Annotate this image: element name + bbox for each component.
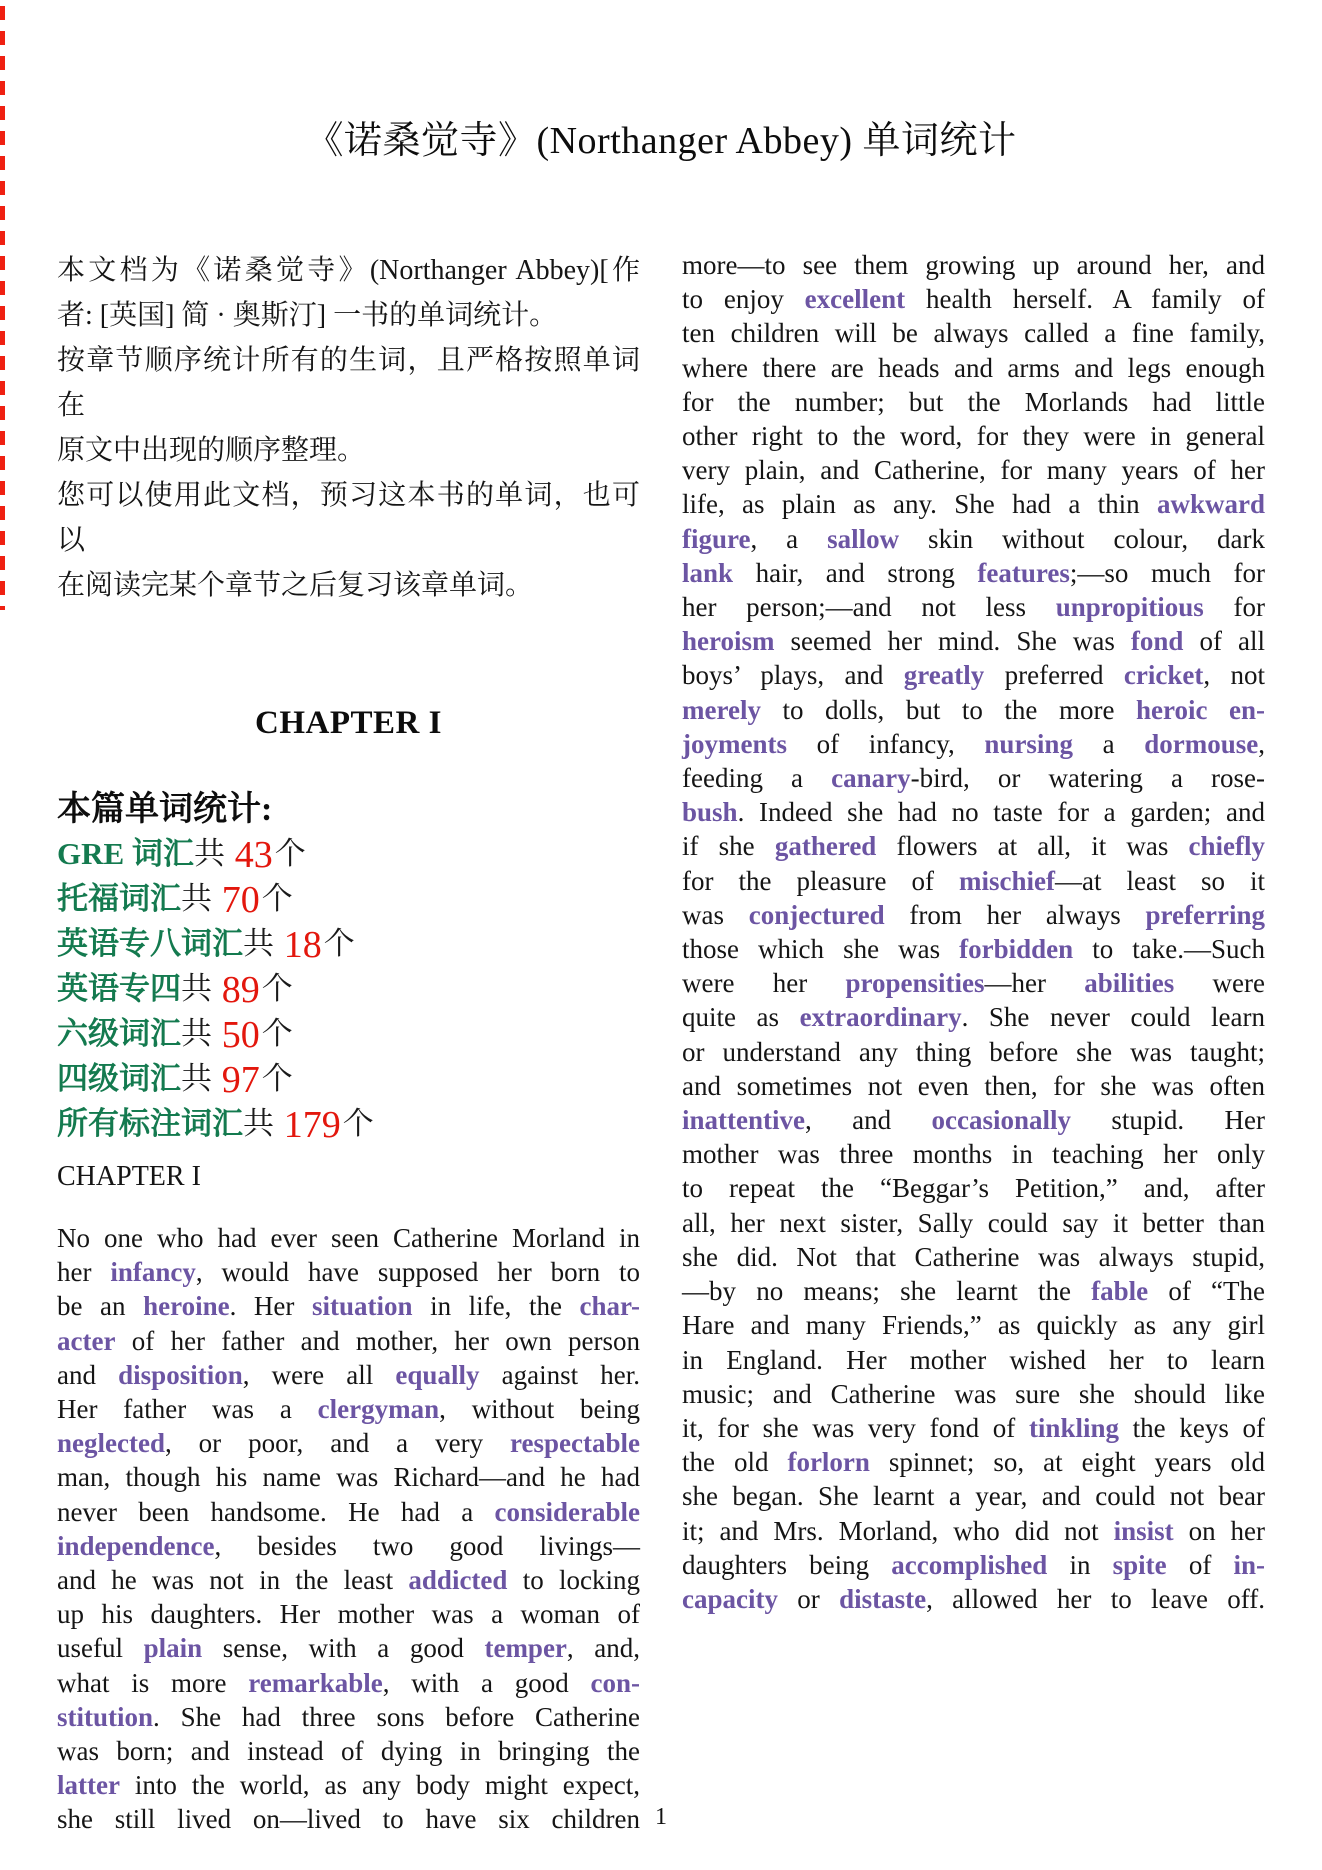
highlighted-word: cricket	[1123, 660, 1204, 691]
highlighted-word: joyments	[682, 728, 787, 759]
stat-mid-text: 共	[243, 926, 282, 961]
word-stat-row	[57, 1102, 640, 1147]
text-line: 本文档为《诺桑觉寺》(Northanger Abbey)[作	[57, 255, 640, 286]
highlighted-word: heroic en-	[1135, 694, 1265, 725]
text-line: 按章节顺序统计所有的生词，且严格按照单词在	[57, 345, 640, 421]
text-line: it; and Mrs. Morland, who did not insist on her	[682, 1515, 1265, 1546]
text-line: to repeat the “Beggar’s Petition,” and, after	[682, 1173, 1265, 1204]
text-line: never been handsome. He had a considerable	[57, 1496, 640, 1527]
highlighted-word: extraordinary	[799, 1002, 962, 1033]
stat-count: 179	[283, 1104, 341, 1146]
text-line: man, though his name was Richard—and he had	[57, 1462, 640, 1493]
text-line: 者: [英国] 简 · 奥斯汀] 一书的单词统计。	[57, 300, 558, 331]
highlighted-word: bush	[682, 797, 738, 828]
text-line: or understand any thing before she was taught;	[682, 1036, 1265, 1067]
text-line: was conjectured from her always preferring	[682, 899, 1265, 930]
text-line: Hare and many Friends,” as quickly as any girl	[682, 1310, 1265, 1341]
text-line: No one who had ever seen Catherine Morland in	[57, 1223, 640, 1253]
text-line: she still lived on—lived to have six children	[57, 1804, 640, 1835]
chapter-label: CHAPTER I	[57, 1161, 201, 1192]
text-line: were her propensities—her abilities were	[682, 968, 1265, 999]
highlighted-word: mischief	[958, 865, 1055, 896]
text-line: 原文中出现的顺序整理。	[57, 435, 366, 466]
word-stat-row	[57, 877, 640, 922]
stat-mid-text: 共	[181, 881, 220, 916]
text-line: be an heroine. Her situation in life, the char-	[57, 1291, 640, 1322]
text-line: and he was not in the least addicted to locking	[57, 1565, 640, 1596]
word-stats-list	[57, 832, 640, 1147]
text-line: her infancy, would have supposed her born to	[57, 1257, 641, 1288]
stat-count: 89	[221, 969, 260, 1011]
text-line: quite as extraordinary. She never could learn	[682, 1002, 1265, 1033]
text-line: up his daughters. Her mother was a woman of	[57, 1599, 640, 1630]
word-stat-row	[57, 832, 640, 877]
text-line: —by no means; she learnt the fable of “The	[682, 1276, 1265, 1307]
highlighted-word: heroine	[143, 1291, 230, 1322]
text-line: 您可以使用此文档，预习这本书的单词，也可以	[57, 480, 640, 556]
text-line: independence, besides two good livings—	[57, 1530, 640, 1561]
text-line: in England. Her mother wished her to learn	[682, 1344, 1265, 1375]
highlighted-word: inattentive	[682, 1105, 805, 1136]
highlighted-word: considerable	[494, 1496, 640, 1527]
highlighted-word: figure	[682, 523, 751, 554]
highlighted-word: occasionally	[931, 1105, 1071, 1136]
highlighted-word: features	[977, 557, 1070, 588]
text-line: Her father was a clergyman, without being	[57, 1394, 640, 1425]
stat-mid-text: 共	[181, 1061, 220, 1096]
highlighted-word: capacity	[682, 1583, 778, 1614]
text-line: capacity or distaste, allowed her to leave off.	[682, 1583, 1265, 1614]
highlighted-word: propensities	[845, 968, 985, 999]
text-line: stitution. She had three sons before Catherine	[57, 1701, 640, 1732]
text-line: very plain, and Catherine, for many years of her	[682, 455, 1265, 486]
stat-unit: 个	[261, 1061, 293, 1096]
text-line: life, as plain as any. She had a thin awkward	[682, 489, 1265, 520]
left-column	[57, 248, 640, 1837]
highlighted-word: gathered	[774, 831, 877, 862]
highlighted-word: situation	[311, 1291, 413, 1322]
highlighted-word: conjectured	[748, 899, 885, 930]
highlighted-word: spite	[1112, 1549, 1167, 1580]
stat-mid-text: 共	[243, 1106, 282, 1141]
stat-mid-text: 共	[181, 1016, 220, 1051]
word-stats-heading: 本篇单词统计:	[57, 791, 273, 828]
intro-paragraph	[57, 248, 640, 608]
stat-category-label: 四级词汇	[57, 1061, 181, 1096]
highlighted-word: independence	[57, 1530, 215, 1561]
highlighted-word: stitution	[57, 1701, 154, 1732]
text-line: heroism seemed her mind. She was fond of all	[682, 626, 1265, 657]
highlighted-word: heroism	[682, 626, 775, 657]
text-line: music; and Catherine was sure she should like	[682, 1378, 1265, 1409]
stat-count: 43	[234, 834, 273, 876]
text-line: what is more remarkable, with a good con-	[57, 1667, 640, 1698]
stat-count: 50	[221, 1014, 260, 1056]
text-line: latter into the world, as any body might expect,	[57, 1770, 640, 1801]
text-line: ten children will be always called a fine family,	[682, 318, 1265, 349]
word-stat-row	[57, 1057, 640, 1102]
stat-count: 97	[221, 1059, 260, 1101]
text-line: bush. Indeed she had no taste for a garden; and	[682, 797, 1265, 828]
highlighted-word: forbidden	[959, 934, 1074, 965]
highlighted-word: awkward	[1156, 489, 1265, 520]
word-stat-row	[57, 922, 640, 967]
stat-category-label: GRE 词汇	[57, 836, 194, 871]
text-line: mother was three months in teaching her only	[682, 1139, 1265, 1170]
text-line: more—to see them growing up around her, and	[682, 250, 1265, 280]
stat-mid-text: 共	[193, 836, 233, 871]
highlighted-word: abilities	[1084, 968, 1175, 999]
highlighted-word: clergyman	[317, 1394, 440, 1425]
highlighted-word: infancy	[110, 1257, 196, 1288]
highlighted-word: greatly	[903, 660, 985, 691]
highlighted-word: distaste	[839, 1583, 927, 1614]
stat-unit: 个	[323, 926, 355, 961]
text-line: daughters being accomplished in spite of in-	[682, 1549, 1265, 1580]
highlighted-word: forlorn	[787, 1447, 870, 1478]
highlighted-word: remarkable	[248, 1667, 383, 1698]
stat-category-label: 六级词汇	[57, 1016, 181, 1051]
word-stat-row	[57, 967, 640, 1012]
text-line: inattentive, and occasionally stupid. Her	[682, 1105, 1266, 1136]
text-line: merely to dolls, but to the more heroic en-	[682, 694, 1265, 725]
right-body-text	[682, 248, 1265, 1616]
highlighted-word: nursing	[984, 728, 1073, 759]
highlighted-word: preferring	[1145, 899, 1265, 930]
text-line: where there are heads and arms and legs enough	[682, 352, 1265, 383]
word-stat-row	[57, 1012, 640, 1057]
text-line: she did. Not that Catherine was always stupid,	[682, 1241, 1265, 1272]
document-title: 《诺桑觉寺》(Northanger Abbey) 单词统计	[305, 120, 1017, 162]
stat-unit: 个	[261, 1016, 293, 1051]
text-line: figure, a sallow skin without colour, dark	[682, 523, 1265, 554]
highlighted-word: plain	[143, 1633, 203, 1664]
text-line: feeding a canary-bird, or watering a rose-	[682, 763, 1265, 794]
highlighted-word: con-	[590, 1667, 640, 1698]
highlighted-word: fond	[1130, 626, 1184, 657]
highlighted-word: sallow	[827, 523, 900, 554]
text-line: lank hair, and strong features;—so much for	[682, 557, 1265, 588]
text-line: if she gathered flowers at all, it was chiefly	[682, 831, 1265, 862]
highlighted-word: respectable	[510, 1428, 640, 1459]
stat-count: 18	[283, 924, 322, 966]
stat-unit: 个	[274, 836, 306, 871]
two-column-layout	[57, 248, 1265, 1837]
text-line: boys’ plays, and greatly preferred cricket, not	[682, 660, 1265, 691]
text-line: 在阅读完某个章节之后复习该章单词。	[57, 570, 534, 601]
stat-category-label: 所有标注词汇	[57, 1106, 243, 1141]
right-column	[682, 248, 1265, 1616]
highlighted-word: canary	[831, 763, 911, 794]
text-line: all, her next sister, Sally could say it better than	[682, 1207, 1265, 1238]
highlighted-word: chiefly	[1188, 831, 1265, 862]
highlighted-word: acter	[57, 1325, 116, 1356]
highlighted-word: merely	[682, 694, 761, 725]
highlighted-word: equally	[395, 1359, 480, 1390]
highlighted-word: excellent	[804, 284, 906, 315]
highlighted-word: neglected	[57, 1428, 165, 1459]
text-line: she began. She learnt a year, and could not bear	[682, 1481, 1265, 1512]
stat-unit: 个	[342, 1106, 374, 1141]
highlighted-word: insist	[1113, 1515, 1174, 1546]
highlighted-word: in-	[1233, 1549, 1265, 1580]
stat-unit: 个	[261, 881, 293, 916]
highlighted-word: fable	[1091, 1276, 1149, 1307]
highlighted-word: tinkling	[1028, 1412, 1119, 1443]
stat-count: 70	[221, 879, 260, 921]
text-line: the old forlorn spinnet; so, at eight years old	[682, 1447, 1265, 1478]
highlighted-word: temper	[484, 1633, 567, 1664]
stat-unit: 个	[261, 971, 293, 1006]
highlighted-word: dormouse	[1144, 728, 1259, 759]
highlighted-word: lank	[682, 557, 734, 588]
text-line: those which she was forbidden to take.—Such	[682, 934, 1265, 965]
highlighted-word: latter	[57, 1770, 120, 1801]
text-line: for the number; but the Morlands had little	[682, 386, 1265, 417]
text-line: other right to the word, for they were in general	[682, 421, 1265, 452]
text-line: and sometimes not even then, for she was often	[682, 1070, 1265, 1101]
text-line: and disposition, were all equally against her.	[57, 1359, 640, 1390]
stat-category-label: 英语专八词汇	[57, 926, 243, 961]
highlighted-word: addicted	[408, 1565, 508, 1596]
left-margin-red-dashes	[0, 6, 5, 610]
left-body-text	[57, 1221, 640, 1837]
text-line: it, for she was very fond of tinkling the keys of	[682, 1412, 1265, 1443]
text-line: to enjoy excellent health herself. A family of	[682, 284, 1265, 315]
highlighted-word: char-	[579, 1291, 640, 1322]
highlighted-word: unpropitious	[1055, 592, 1204, 623]
stat-category-label: 托福词汇	[57, 881, 181, 916]
highlighted-word: accomplished	[891, 1549, 1048, 1580]
text-line: neglected, or poor, and a very respectable	[57, 1428, 640, 1459]
text-line: useful plain sense, with a good temper, and,	[57, 1633, 641, 1664]
highlighted-word: disposition	[118, 1359, 243, 1390]
text-line: joyments of infancy, nursing a dormouse,	[682, 728, 1265, 759]
stat-mid-text: 共	[181, 971, 220, 1006]
text-line: for the pleasure of mischief—at least so it	[682, 865, 1265, 896]
text-line: was born; and instead of dying in bringing the	[57, 1736, 640, 1767]
text-line: acter of her father and mother, her own person	[57, 1325, 640, 1356]
page-number: 1	[655, 1804, 667, 1830]
chapter-heading: CHAPTER I	[255, 705, 442, 741]
stat-category-label: 英语专四	[57, 971, 181, 1006]
text-line: her person;—and not less unpropitious for	[682, 592, 1265, 623]
